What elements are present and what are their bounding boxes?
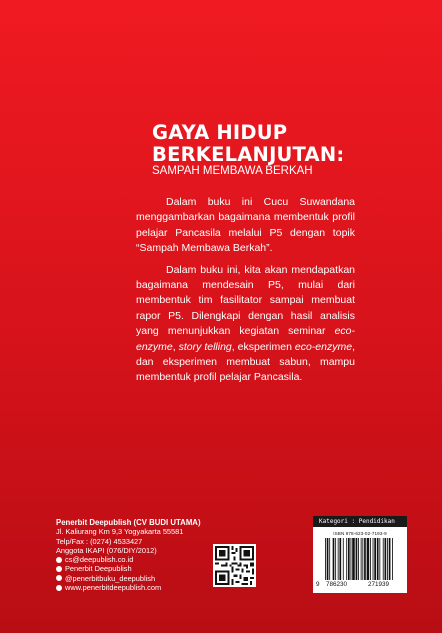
barcode-bar	[343, 538, 344, 580]
contact-email	[56, 555, 226, 564]
publisher-ikapi: Anggota IKAPI (076/DIY/2012)	[56, 545, 157, 555]
blurb	[136, 195, 355, 392]
category-label: Kategori : Pendidikan	[313, 516, 407, 527]
barcode-bar	[373, 538, 374, 580]
barcode-bar	[338, 538, 339, 580]
barcode-bar	[356, 538, 358, 580]
publisher-address: Jl. Kaliurang Km 9,3 Yogyakarta 55581	[56, 527, 184, 537]
barcode-bar	[352, 538, 355, 580]
contact-facebook	[56, 564, 226, 573]
facebook-icon	[56, 566, 62, 572]
barcode-bar	[333, 538, 335, 580]
barcode-bar	[358, 538, 359, 580]
barcode-bar	[385, 538, 387, 580]
barcode-bar	[392, 538, 393, 580]
barcode-bar	[367, 538, 370, 580]
barcode-bar	[348, 538, 350, 580]
barcode-digits-left: 786230	[326, 581, 348, 588]
globe-icon	[56, 585, 62, 591]
instagram-icon	[56, 575, 62, 581]
barcode-bar	[346, 538, 347, 580]
barcode-bar	[379, 538, 380, 580]
barcode-digits-right: 271939	[368, 581, 390, 588]
facebook-text: Penerbit Deepublish	[65, 564, 132, 574]
barcode-bar	[383, 538, 384, 580]
qr-code	[213, 544, 256, 587]
blurb-emphasis: eco-enzyme	[294, 340, 353, 353]
barcode-bar	[327, 538, 329, 580]
barcode-bar	[351, 538, 352, 580]
barcode-digit-first: 9	[316, 581, 320, 588]
blurb-text: ,	[172, 340, 179, 353]
isbn-box	[313, 516, 407, 593]
contact-website	[56, 583, 226, 592]
email-icon	[56, 557, 62, 563]
barcode-bar	[387, 538, 388, 580]
isbn-label: ISBN 978-623-02-7193-9	[333, 531, 387, 536]
barcode-bar	[377, 538, 379, 580]
title-block	[152, 122, 352, 178]
barcode-bar	[339, 538, 341, 580]
publisher-phone: Telp/Fax : (0274) 4533427	[56, 536, 143, 546]
blurb-paragraph-1: Dalam buku ini Cucu Suwandana menggambarkan bagaimana membentuk profil pelajar Pancasila melalui P5 dengan topik “Sampah Membawa Berkah”.	[136, 196, 355, 255]
email-text: cs@deepublish.co.id	[65, 555, 134, 565]
blurb-emphasis: eco-enzyme	[136, 325, 355, 353]
qr-code-graphic	[213, 544, 256, 587]
barcode-bar	[325, 538, 326, 580]
contact-instagram	[56, 574, 226, 583]
publisher-name: Penerbit Deepublish (CV BUDI UTAMA)	[56, 518, 201, 527]
barcode-bar	[335, 538, 336, 580]
title-line-1: GAYA HIDUP	[152, 121, 288, 144]
subtitle: SAMPAH MEMBAWA BERKAH	[152, 165, 313, 177]
barcode-bar	[370, 538, 371, 580]
blurb-text: , eksperimen	[231, 340, 295, 353]
blurb-text: , dan eksperimen membuat sabun, mampu membentuk profil pelajar Pancasila.	[136, 340, 355, 384]
barcode-bar	[361, 538, 362, 580]
barcode-bar	[362, 538, 363, 580]
barcode-bar	[329, 538, 330, 580]
blurb-paragraph-2	[136, 263, 355, 386]
barcode-bar	[389, 538, 391, 580]
barcode-bar	[374, 538, 376, 580]
publisher-info	[56, 518, 226, 592]
barcode-bar	[364, 538, 366, 580]
instagram-text: @penerbitbuku_deepublish	[65, 573, 156, 583]
title-line-2: BERKELANJUTAN:	[152, 143, 345, 166]
blurb-emphasis: story telling	[178, 340, 232, 353]
barcode-digits	[316, 580, 404, 590]
barcode	[316, 538, 404, 580]
website-text: www.penerbitdeepublish.com	[65, 583, 162, 593]
blurb-text: Dalam buku ini, kita akan mendapatkan bagaimana mendesain P5, mulai dari membentuk tim fasilitator sampai membuat rapor P5. Dilengkapi dengan hasil analisis yang menunjukkan kegiatan seminar	[136, 263, 355, 338]
